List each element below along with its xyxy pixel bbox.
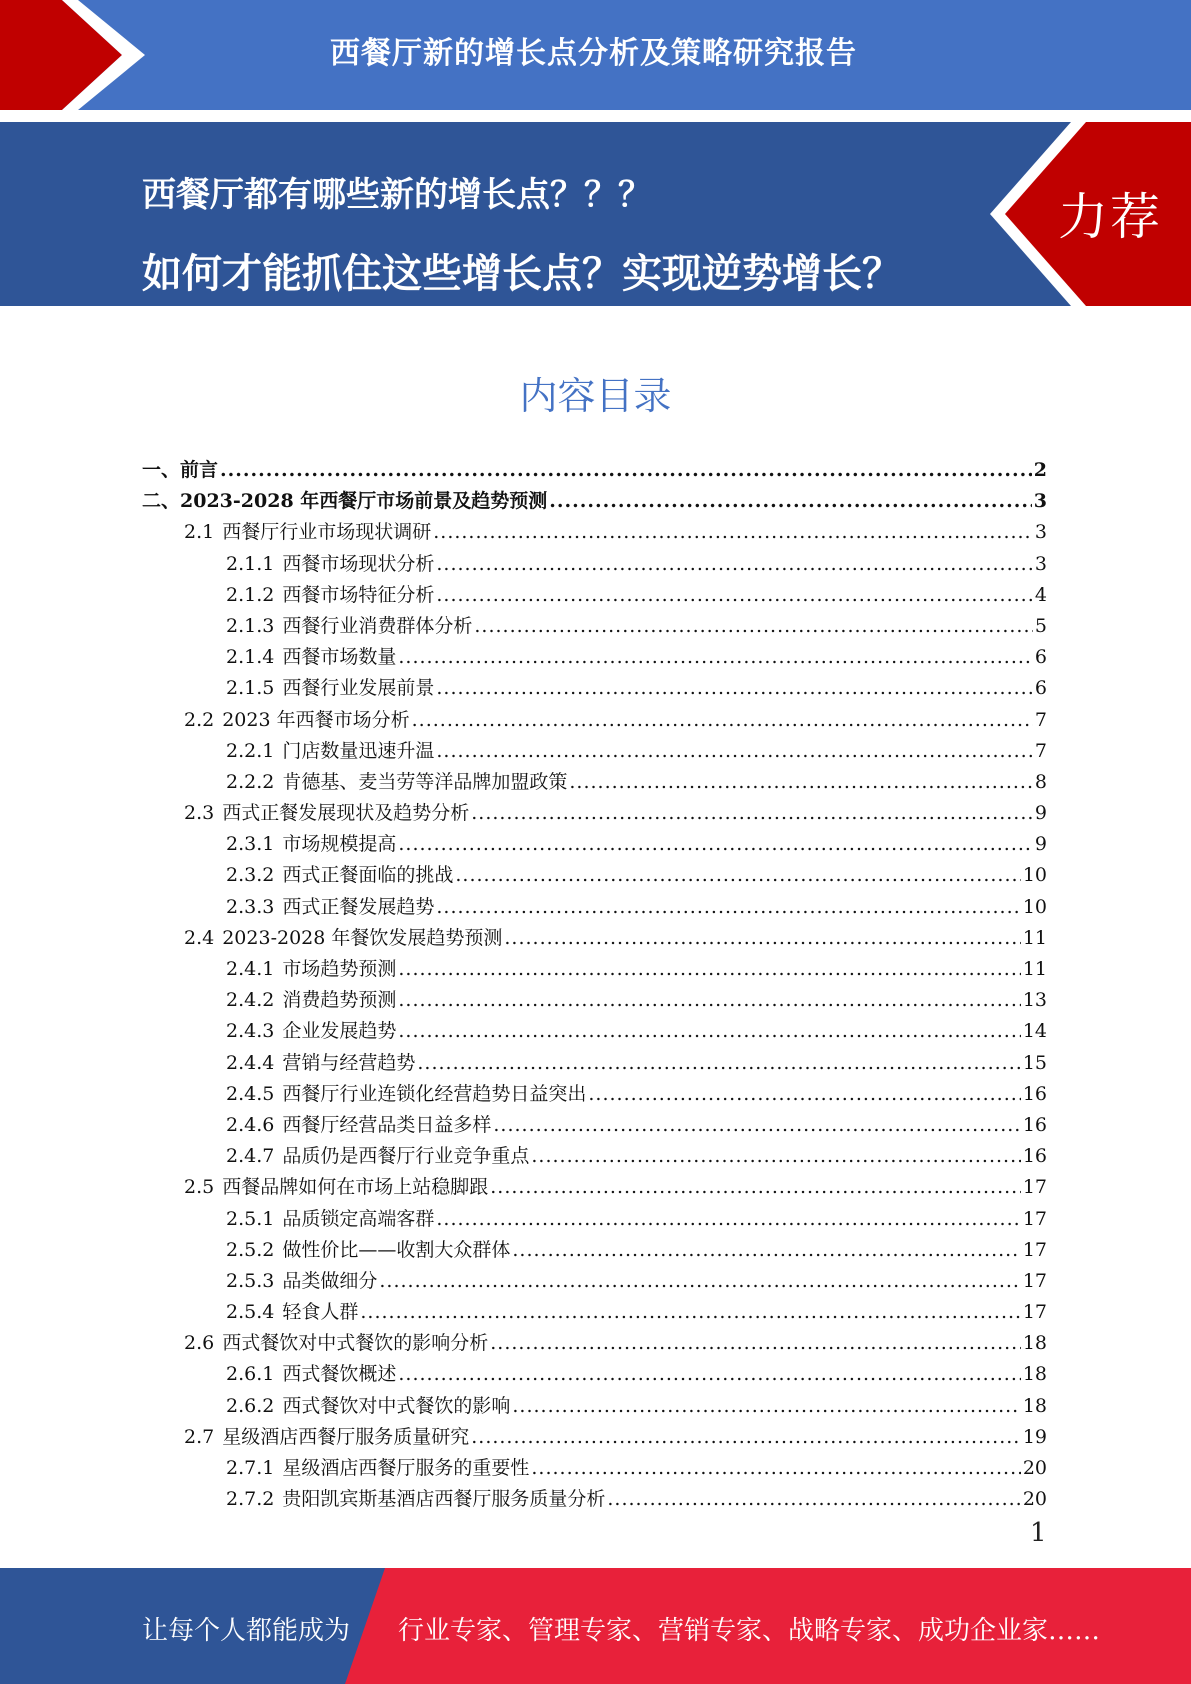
toc-leader-dots xyxy=(220,455,1032,486)
toc-leader-dots xyxy=(436,549,1033,580)
toc-entry-label: 西式正餐发展现状及趋势分析 xyxy=(222,802,470,825)
toc-entry-page: 9 xyxy=(1034,802,1047,825)
toc-entry-label: 前言 xyxy=(180,459,219,481)
toc-entry-label: 轻食人群 xyxy=(282,1301,359,1324)
toc-entry-label: 肯德基、麦当劳等洋品牌加盟政策 xyxy=(282,770,568,793)
toc-entry-label: 西式正餐面临的挑战 xyxy=(282,864,454,887)
toc-entry-page: 10 xyxy=(1022,895,1047,918)
toc-entry-number: 2.2.1 xyxy=(226,739,275,762)
toc-entry-number: 2.7 xyxy=(184,1425,215,1448)
toc-entry-label: 品类做细分 xyxy=(282,1269,378,1292)
toc-leader-dots xyxy=(512,1391,1020,1422)
toc-entry[interactable] xyxy=(142,1110,1047,1141)
toc-entry-page: 18 xyxy=(1022,1394,1047,1417)
toc-leader-dots xyxy=(569,767,1033,798)
toc-entry-number: 2.3 xyxy=(184,802,215,825)
toc-leader-dots xyxy=(412,705,1033,736)
toc-entry-number: 2.1.5 xyxy=(226,677,275,700)
toc-leader-dots xyxy=(398,1359,1020,1390)
toc-entry[interactable] xyxy=(142,673,1047,704)
toc-entry[interactable] xyxy=(142,954,1047,985)
toc-leader-dots xyxy=(433,517,1033,548)
toc-entry-page: 3 xyxy=(1033,490,1047,513)
toc-entry-page: 20 xyxy=(1022,1488,1047,1511)
toc-entry-page: 2 xyxy=(1033,459,1047,481)
toc-entry[interactable] xyxy=(142,642,1047,673)
toc-entry-number: 2.7.2 xyxy=(226,1488,275,1511)
toc-leader-dots xyxy=(417,1048,1020,1079)
toc-entry-label: 2023 年西餐市场分析 xyxy=(222,708,410,731)
toc-entry-page: 11 xyxy=(1022,926,1047,949)
toc-entry[interactable] xyxy=(142,892,1047,923)
toc-entry-number: 2.4.3 xyxy=(226,1020,275,1043)
toc-entry-number: 2.2.2 xyxy=(226,770,275,793)
toc-entry-label: 企业发展趋势 xyxy=(282,1020,397,1043)
toc-entry[interactable] xyxy=(142,517,1047,548)
toc-leader-dots xyxy=(398,954,1020,985)
toc-entry-number: 2.6 xyxy=(184,1332,215,1355)
toc-entry-number: 2.6.1 xyxy=(226,1363,275,1386)
footer-slogan-right: 行业专家、管理专家、营销专家、战略专家、成功企业家…… xyxy=(398,1616,1101,1646)
toc-entry[interactable] xyxy=(142,1048,1047,1079)
toc-entry-page: 15 xyxy=(1022,1051,1047,1074)
toc-entry-number: 2.1.3 xyxy=(226,614,275,637)
toc-entry[interactable] xyxy=(142,549,1047,580)
toc-entry[interactable] xyxy=(142,486,1047,517)
toc-entry-label: 2023-2028 年西餐厅市场前景及趋势预测 xyxy=(180,490,548,513)
toc-leader-dots xyxy=(471,798,1033,829)
toc-entry[interactable] xyxy=(142,1172,1047,1203)
toc-entry[interactable] xyxy=(142,860,1047,891)
toc-entry-label: 西式餐饮对中式餐饮的影响 xyxy=(282,1394,511,1417)
toc-leader-dots xyxy=(493,1110,1020,1141)
toc-entry-label: 市场规模提高 xyxy=(282,833,397,856)
header-band xyxy=(0,0,1191,110)
toc-entry[interactable] xyxy=(142,767,1047,798)
toc-entry-label: 做性价比——收割大众群体 xyxy=(282,1238,511,1261)
toc-leader-dots xyxy=(398,985,1020,1016)
toc-entry-page: 10 xyxy=(1022,864,1047,887)
toc-entry-page: 3 xyxy=(1034,521,1047,544)
toc-entry[interactable] xyxy=(142,1422,1047,1453)
toc-entry-label: 西式正餐发展趋势 xyxy=(282,895,435,918)
toc-entry-number: 2.5.3 xyxy=(226,1269,275,1292)
toc-entry[interactable] xyxy=(142,736,1047,767)
page-number: 1 xyxy=(1030,1518,1047,1548)
report-title: 西餐厅新的增长点分析及策略研究报告 xyxy=(330,36,857,71)
toc-leader-dots xyxy=(436,736,1033,767)
toc-entry[interactable] xyxy=(142,1359,1047,1390)
toc-entry-page: 17 xyxy=(1022,1176,1047,1199)
toc-entry[interactable] xyxy=(142,923,1047,954)
toc-leader-dots xyxy=(398,642,1033,673)
toc-entry-label: 2023-2028 年餐饮发展趋势预测 xyxy=(222,926,503,949)
toc-entry-page: 13 xyxy=(1022,989,1047,1012)
toc-entry-number: 2.4.5 xyxy=(226,1082,275,1105)
toc-leader-dots xyxy=(607,1484,1020,1515)
toc-entry-number: 2.1.2 xyxy=(226,583,275,606)
toc-entry-label: 西餐市场特征分析 xyxy=(282,583,435,606)
toc-leader-dots xyxy=(531,1141,1020,1172)
toc-entry-page: 18 xyxy=(1022,1332,1047,1355)
toc-leader-dots xyxy=(379,1266,1020,1297)
toc-entry-page: 4 xyxy=(1034,583,1047,606)
toc-entry-label: 门店数量迅速升温 xyxy=(282,739,435,762)
toc-entry-label: 西餐厅行业市场现状调研 xyxy=(222,521,432,544)
toc-entry[interactable] xyxy=(142,829,1047,860)
footer-band xyxy=(0,1568,1191,1684)
toc-entry-page: 17 xyxy=(1022,1301,1047,1324)
toc-leader-dots xyxy=(398,1016,1020,1047)
toc-entry[interactable] xyxy=(142,580,1047,611)
toc-entry-number: 2.4 xyxy=(184,926,215,949)
toc-entry-label: 贵阳凯宾斯基酒店西餐厅服务质量分析 xyxy=(282,1488,606,1511)
toc-leader-dots xyxy=(471,1422,1021,1453)
toc-entry-label: 品质锁定高端客群 xyxy=(282,1207,435,1230)
toc-entry-number: 2.4.1 xyxy=(226,958,275,980)
toc-leader-dots xyxy=(588,1079,1020,1110)
toc-entry-number: 2.3.1 xyxy=(226,833,275,856)
toc-entry[interactable] xyxy=(142,455,1047,486)
toc-entry-number: 2.4.4 xyxy=(226,1051,275,1074)
toc-entry-number: 一、 xyxy=(142,459,181,481)
toc-entry[interactable] xyxy=(142,1079,1047,1110)
toc-entry[interactable] xyxy=(142,985,1047,1016)
toc-entry-page: 14 xyxy=(1022,1020,1047,1043)
hero-question-1: 西餐厅都有哪些新的增长点？？？ xyxy=(142,175,652,215)
toc-entry-number: 2.4.7 xyxy=(226,1145,275,1168)
toc-leader-dots xyxy=(531,1453,1020,1484)
toc-entry[interactable] xyxy=(142,1016,1047,1047)
toc-leader-dots xyxy=(436,892,1020,923)
toc-entry[interactable] xyxy=(142,611,1047,642)
toc-leader-dots xyxy=(549,486,1031,517)
toc-entry-number: 2.7.1 xyxy=(226,1457,275,1479)
recommend-badge: 力荐 xyxy=(1058,188,1162,246)
toc-entry-number: 2.5.4 xyxy=(226,1301,275,1324)
toc-entry-label: 西餐行业消费群体分析 xyxy=(282,614,473,637)
toc-entry-page: 9 xyxy=(1034,833,1047,856)
toc-entry-label: 西餐市场现状分析 xyxy=(282,552,435,575)
toc-entry-page: 6 xyxy=(1034,677,1047,700)
toc-entry-page: 7 xyxy=(1034,739,1047,762)
toc-entry-page: 17 xyxy=(1022,1238,1047,1261)
toc-entry-number: 2.2 xyxy=(184,708,215,731)
toc-entry-label: 西餐厅行业连锁化经营趋势日益突出 xyxy=(282,1082,587,1105)
toc-entry-page: 3 xyxy=(1034,552,1047,575)
toc-entry-label: 消费趋势预测 xyxy=(282,989,397,1012)
toc-entry-number: 2.3.2 xyxy=(226,864,275,887)
toc-leader-dots xyxy=(436,580,1033,611)
toc-leader-dots xyxy=(490,1172,1021,1203)
toc-entry-page: 19 xyxy=(1022,1425,1047,1448)
toc-entry[interactable] xyxy=(142,1204,1047,1235)
toc-entry-label: 营销与经营趋势 xyxy=(282,1051,416,1074)
toc-entry-label: 西餐品牌如何在市场上站稳脚跟 xyxy=(222,1176,489,1199)
toc-entry-label: 西餐市场数量 xyxy=(282,646,397,669)
toc-entry-label: 星级酒店西餐厅服务质量研究 xyxy=(222,1425,470,1448)
toc-leader-dots xyxy=(455,860,1020,891)
toc-entry-number: 2.1 xyxy=(184,521,215,544)
toc-entry[interactable] xyxy=(142,798,1047,829)
toc-entry-number: 2.1.1 xyxy=(226,552,275,575)
toc-leader-dots xyxy=(504,923,1020,954)
toc-entry[interactable] xyxy=(142,705,1047,736)
hero-question-2: 如何才能抓住这些增长点？实现逆势增长？ xyxy=(142,251,902,297)
toc-entry-label: 西式餐饮对中式餐饮的影响分析 xyxy=(222,1332,489,1355)
toc-leader-dots xyxy=(360,1297,1020,1328)
toc-entry-number: 2.5 xyxy=(184,1176,215,1199)
toc-entry-label: 市场趋势预测 xyxy=(282,958,397,980)
toc-leader-dots xyxy=(512,1235,1020,1266)
toc-entry-number: 2.4.2 xyxy=(226,989,275,1012)
toc-entry-page: 7 xyxy=(1034,708,1047,731)
toc-entry-page: 5 xyxy=(1034,614,1047,637)
toc-entry-number: 二、 xyxy=(142,490,181,513)
toc-entry-page: 16 xyxy=(1022,1082,1047,1105)
toc-entry-page: 17 xyxy=(1022,1207,1047,1230)
toc-entry[interactable] xyxy=(142,1328,1047,1359)
toc-entry[interactable] xyxy=(142,1235,1047,1266)
toc-entry-number: 2.4.6 xyxy=(226,1113,275,1136)
toc-entry-page: 20 xyxy=(1022,1457,1047,1479)
toc-entry[interactable] xyxy=(142,1453,1047,1484)
toc-entry-page: 11 xyxy=(1022,958,1047,980)
toc-entry-page: 8 xyxy=(1034,770,1047,793)
toc-leader-dots xyxy=(490,1328,1021,1359)
toc-entry-number: 2.3.3 xyxy=(226,895,275,918)
toc-entry-label: 星级酒店西餐厅服务的重要性 xyxy=(282,1457,530,1479)
toc-entry-label: 品质仍是西餐厅行业竞争重点 xyxy=(282,1145,530,1168)
toc-entry-page: 17 xyxy=(1022,1269,1047,1292)
toc-entry-page: 16 xyxy=(1022,1145,1047,1168)
toc-entry[interactable] xyxy=(142,1484,1047,1515)
toc-entry-number: 2.6.2 xyxy=(226,1394,275,1417)
toc-entry-number: 2.5.1 xyxy=(226,1207,275,1230)
toc-leader-dots xyxy=(474,611,1033,642)
toc-entry-number: 2.1.4 xyxy=(226,646,275,669)
toc-entry[interactable] xyxy=(142,1141,1047,1172)
toc-leader-dots xyxy=(436,673,1033,704)
toc-entry-label: 西餐厅经营品类日益多样 xyxy=(282,1113,492,1136)
toc-entry-page: 18 xyxy=(1022,1363,1047,1386)
toc-leader-dots xyxy=(398,829,1033,860)
toc-entry-number: 2.5.2 xyxy=(226,1238,275,1261)
table-of-contents xyxy=(142,455,1047,1515)
toc-entry[interactable] xyxy=(142,1391,1047,1422)
toc-entry[interactable] xyxy=(142,1266,1047,1297)
toc-title: 内容目录 xyxy=(519,374,672,418)
footer-slogan-left: 让每个人都能成为 xyxy=(142,1616,351,1646)
hero-band xyxy=(0,122,1191,306)
toc-entry-label: 西餐行业发展前景 xyxy=(282,677,435,700)
toc-leader-dots xyxy=(436,1204,1020,1235)
toc-entry[interactable] xyxy=(142,1297,1047,1328)
toc-entry-page: 16 xyxy=(1022,1113,1047,1136)
toc-entry-page: 6 xyxy=(1034,646,1047,669)
toc-entry-label: 西式餐饮概述 xyxy=(282,1363,397,1386)
